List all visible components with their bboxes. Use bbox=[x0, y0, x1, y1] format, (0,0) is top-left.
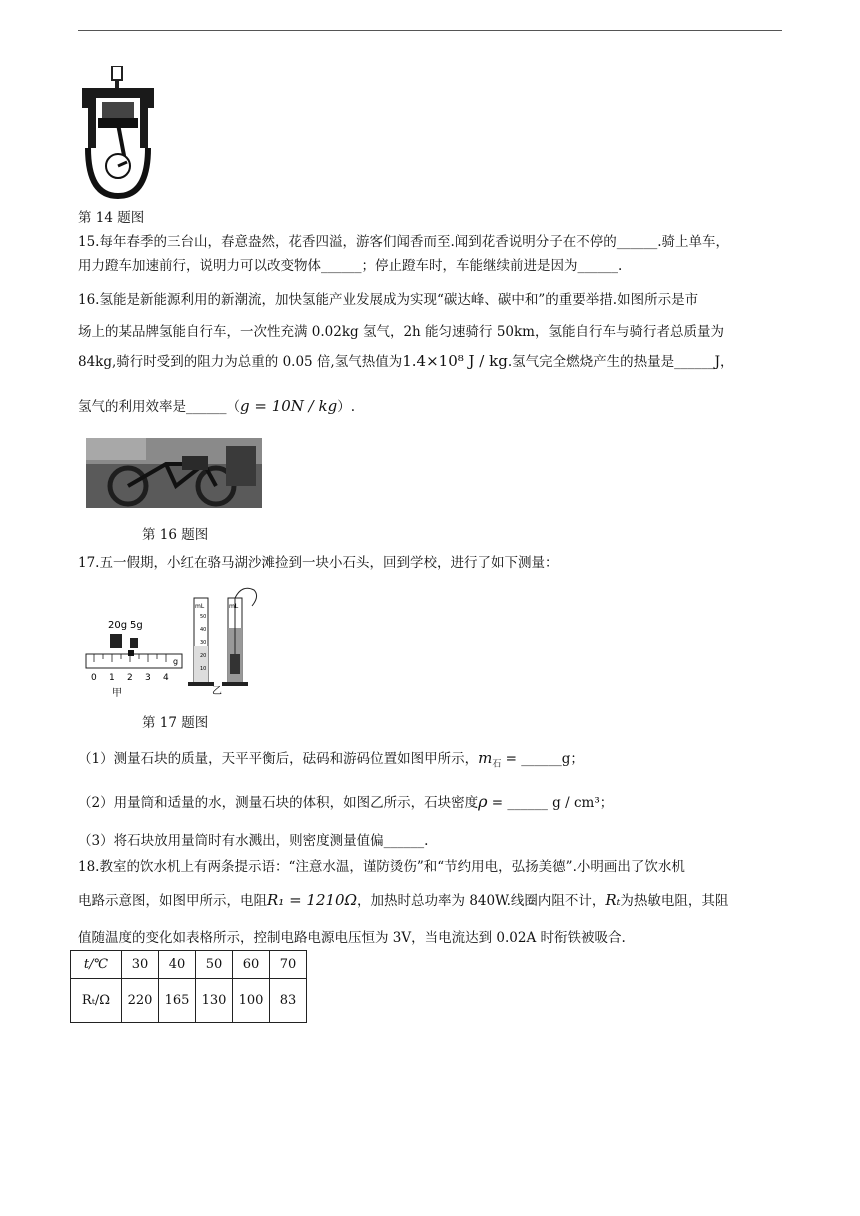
scale-unit: g bbox=[173, 657, 179, 666]
weight-20g-icon bbox=[110, 634, 122, 648]
q17-p2-post: = ______ g / cm³； bbox=[487, 795, 614, 811]
q16-line-4 bbox=[78, 395, 355, 415]
q16-line-3 bbox=[78, 350, 734, 370]
table-row-temperature bbox=[71, 951, 307, 979]
weight-5g-icon bbox=[130, 638, 138, 648]
table-cell: 130 bbox=[196, 979, 233, 1023]
header-rule bbox=[78, 30, 782, 31]
q17-p1-post: = ______g； bbox=[501, 751, 584, 767]
q17-part-2 bbox=[78, 791, 613, 811]
table-head-temperature: t/℃ bbox=[71, 951, 122, 979]
q17-p2-pre: （2）用量筒和适量的水，测量石块的体积，如图乙所示，石块密度 bbox=[78, 795, 479, 811]
scale-tick-0: 0 bbox=[91, 673, 97, 683]
scale-tick-3: 3 bbox=[145, 673, 151, 683]
q16-line-2: 场上的某品牌氢能自行车，一次性充满 0.02kg 氢气，2h 能匀速骑行 50km，氢能自行车与骑行者总质量为 bbox=[78, 324, 724, 340]
figure-16-caption: 第 16 题图 bbox=[142, 527, 209, 543]
table-cell: 60 bbox=[233, 951, 270, 979]
cylinder-1-unit: mL bbox=[195, 603, 205, 610]
question-15 bbox=[78, 232, 782, 276]
q17-p1-pre: （1）测量石块的质量，天平平衡后，砝码和游码位置如图甲所示， bbox=[78, 751, 479, 767]
cyl1-tick-30: 30 bbox=[200, 640, 207, 646]
cyl1-tick-10: 10 bbox=[200, 666, 207, 672]
label-yi: 乙 bbox=[212, 686, 222, 697]
q16-line-4-pre: 氢气的利用效率是______（ bbox=[78, 399, 240, 415]
table-cell: 220 bbox=[122, 979, 159, 1023]
cyl1-tick-40: 40 bbox=[200, 627, 207, 633]
table-row-resistance bbox=[71, 979, 307, 1023]
table-cell: 40 bbox=[159, 951, 196, 979]
figure-17-caption: 第 17 题图 bbox=[142, 715, 209, 731]
q18-line-2-pre: 电路示意图，如图甲所示，电阻 bbox=[78, 893, 267, 909]
q18-line-2 bbox=[78, 889, 728, 909]
hydrogen-bicycle-photo-figure-16 bbox=[86, 438, 262, 508]
q18-line-2-post: 为热敏电阻，其阻 bbox=[620, 893, 729, 909]
q16-line-1: 16.氢能是新能源利用的新潮流，加快氢能产业发展成为实现“碳达峰、碳中和”的重要举措.如图所示是市 bbox=[78, 292, 699, 308]
thermistor-table bbox=[70, 950, 307, 1023]
scale-tick-2: 2 bbox=[127, 673, 133, 683]
q18-line-3: 值随温度的变化如表格所示，控制电路电源电压恒为 3V，当电流达到 0.02A 时衔铁被吸合. bbox=[78, 930, 626, 946]
table-cell: 83 bbox=[270, 979, 307, 1023]
scale-tick-4: 4 bbox=[163, 673, 169, 683]
q17-density-symbol: ρ bbox=[478, 792, 488, 811]
cylinder-2-unit: mL bbox=[229, 603, 239, 610]
question-16 bbox=[78, 290, 782, 342]
q17-mass-subscript: 石 bbox=[492, 759, 502, 770]
cyl1-tick-20: 20 bbox=[200, 653, 207, 659]
table-cell: 70 bbox=[270, 951, 307, 979]
table-cell: 50 bbox=[196, 951, 233, 979]
q16-line-4-post: ）. bbox=[337, 399, 355, 415]
engine-diagram-figure-14 bbox=[80, 66, 156, 200]
weight-5g-label: 5g bbox=[130, 620, 143, 631]
q15-line-2: 用力蹬车加速前行，说明力可以改变物体______；停止蹬车时，车能继续前进是因为______. bbox=[78, 258, 623, 274]
q17-intro: 17.五一假期，小红在骆马湖沙滩捡到一块小石头，回到学校，进行了如下测量： bbox=[78, 555, 559, 571]
table-head-resistance: Rₜ/Ω bbox=[71, 979, 122, 1023]
q16-g-formula: g = 10N / kg bbox=[240, 397, 338, 415]
q17-part-3: （3）将石块放用量筒时有水溅出，则密度测量值偏______. bbox=[78, 833, 429, 849]
rider-marker-icon bbox=[128, 650, 134, 656]
table-cell: 165 bbox=[159, 979, 196, 1023]
q18-line-2-mid: ，加热时总功率为 840W.线圈内阻不计， bbox=[357, 893, 606, 909]
q15-line-1: 15.每年春季的三台山，春意盎然，花香四溢，游客们闻香而至.闻到花香说明分子在不停的______.骑上单车， bbox=[78, 234, 730, 250]
q18-line-1: 18.教室的饮水机上有两条提示语：“注意水温，谨防烫伤”和“节约用电，弘扬美德”.小明画出了饮水机 bbox=[78, 859, 685, 875]
q16-line-3-post: .氢气完全燃烧产生的热量是______J， bbox=[507, 354, 734, 370]
q17-mass-symbol: m bbox=[478, 749, 493, 767]
q16-heat-value-formula: 1.4×10⁸ J / kg bbox=[402, 352, 508, 370]
weight-20g-label: 20g bbox=[108, 620, 128, 631]
label-jia: 甲 bbox=[112, 688, 122, 698]
scale-tick-1: 1 bbox=[109, 673, 115, 683]
q18-r1-formula: R₁ = 1210Ω bbox=[267, 891, 358, 909]
q16-line-3-pre: 84kg,骑行时受到的阻力为总重的 0.05 倍,氢气热值为 bbox=[78, 354, 403, 370]
cyl1-tick-50: 50 bbox=[200, 614, 207, 620]
table-cell: 30 bbox=[122, 951, 159, 979]
q17-part-1 bbox=[78, 747, 584, 770]
table-cell: 100 bbox=[233, 979, 270, 1023]
figure-14-caption: 第 14 题图 bbox=[78, 210, 145, 226]
measurement-figure-17 bbox=[82, 584, 272, 698]
q18-rt-symbol: Rₜ bbox=[605, 891, 621, 909]
